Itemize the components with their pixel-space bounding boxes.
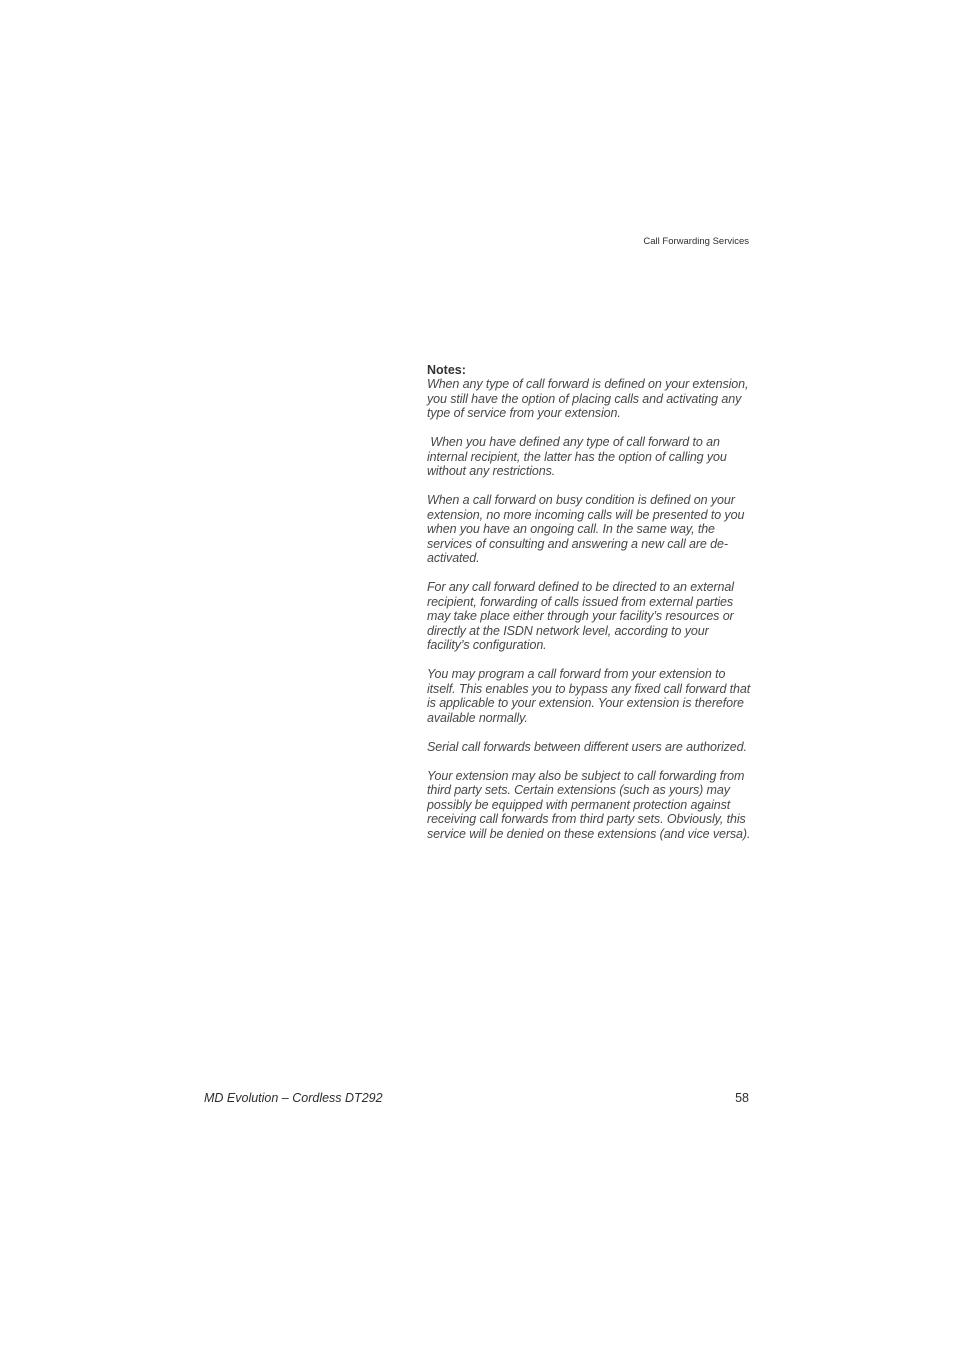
notes-section	[427, 363, 752, 856]
page-number: 58	[735, 1091, 749, 1105]
note-paragraph: You may program a call forward from your extension to itself. This enables you to bypass any fixed call forward that is applicable to your extension. Your extension is therefore available normally.	[427, 667, 751, 725]
note-paragraph: When a call forward on busy condition is defined on your extension, no more incoming calls will be presented to you when you have an ongoing call. In the same way, the services of consulting and answering a new call are de-activated.	[427, 493, 745, 565]
note-paragraph: When any type of call forward is defined on your extension, you still have the option of placing calls and activating any type of service from your extension.	[427, 377, 749, 420]
notes-title: Notes:	[427, 363, 466, 377]
note-paragraph: Your extension may also be subject to call forwarding from third party sets. Certain extensions (such as yours) may possibly be equipped with permanent protection against receiving call forwards from third party sets. Obviously, this service will be denied on these extensions (and vice versa).	[427, 768, 751, 841]
note-paragraph: Serial call forwards between different users are authorized.	[427, 739, 747, 754]
running-header: Call Forwarding Services	[643, 236, 749, 247]
note-paragraph: For any call forward defined to be directed to an external recipient, forwarding of calls issued from external parties may take place either through your facility’s resources or directly at the ISDN network level, according to your facility’s configuration.	[427, 580, 734, 652]
note-paragraph: When you have defined any type of call forward to an internal recipient, the latter has the option of calling you without any restrictions.	[427, 435, 731, 478]
footer-document-title: MD Evolution – Cordless DT292	[204, 1091, 383, 1105]
